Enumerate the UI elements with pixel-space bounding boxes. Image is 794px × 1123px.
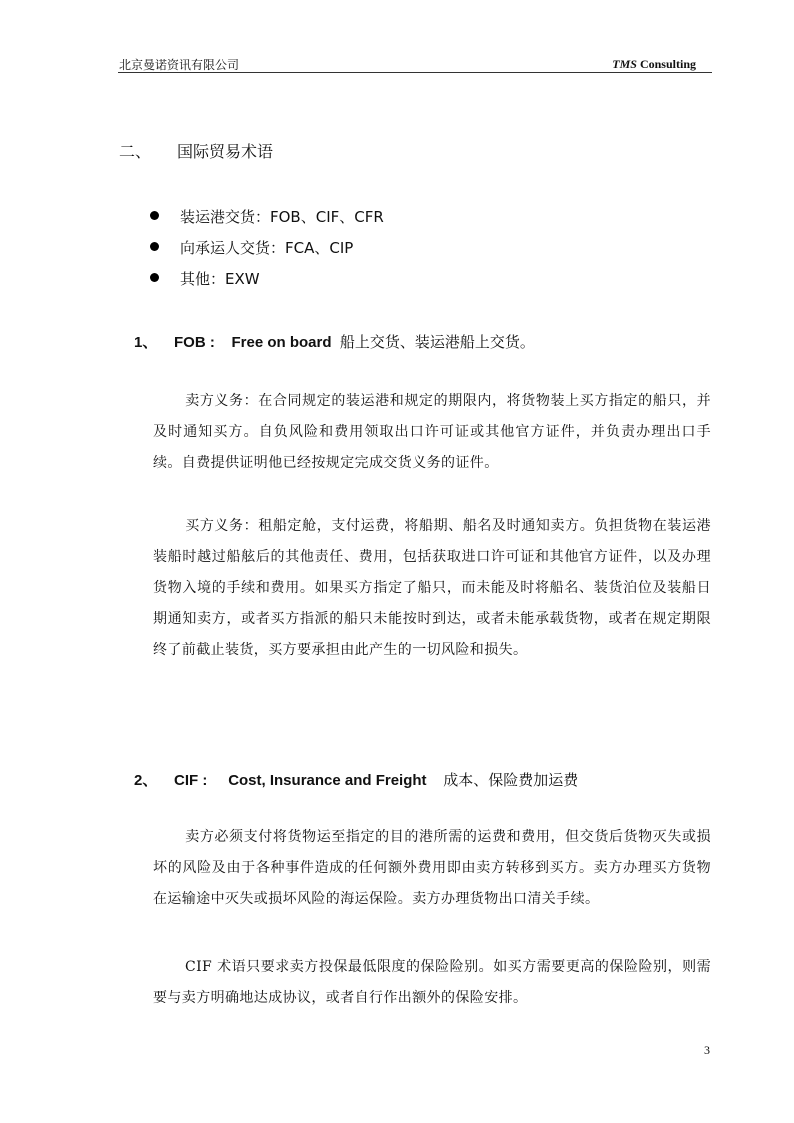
fob-code: FOB :: [174, 334, 215, 351]
bullet-text: 向承运人交货：FCA、CIP: [180, 239, 354, 257]
fob-chinese: 船上交货、装运港船上交货。: [339, 333, 535, 351]
cif-para1-text: 卖方必须支付将货物运至指定的目的港所需的运费和费用，但交货后货物灭失或损坏的风险及由于各种事件造成的任何额外费用即由卖方转移到买方。卖方办理买方货物在运输途中灭失或损坏风险的海运保险。卖方办理货物出口清关手续。: [153, 829, 711, 907]
header-brand-consulting: Consulting: [639, 57, 696, 71]
header-company: 北京曼诺资讯有限公司: [119, 58, 240, 72]
cif-paragraph-2: [153, 952, 711, 1014]
bullet-text: 装运港交货：FOB、CIF、CFR: [180, 208, 384, 226]
bullet-dot-icon: [150, 242, 159, 251]
cif-code: CIF :: [174, 772, 208, 789]
cif-paragraph-1: [153, 822, 711, 915]
header-brand-tms: TMS: [612, 57, 637, 71]
cif-number: 2、: [134, 772, 158, 789]
cif-para2-text: CIF 术语只要求卖方投保最低限度的保险险别。如买方需要更高的保险险别，则需要与卖方明确地达成协议，或者自行作出额外的保险安排。: [153, 959, 711, 1006]
section-title: 国际贸易术语: [177, 142, 274, 161]
fob-seller-text: 卖方义务：在合同规定的装运港和规定的期限内，将货物装上买方指定的船只，并及时通知买方。自负风险和费用领取出口许可证或其他官方证件，并负责办理出口手续。自费提供证明他已经按规定完成交货义务的证件。: [153, 393, 711, 471]
header-divider: [118, 72, 712, 73]
fob-english: Free on board: [231, 334, 332, 351]
fob-seller-obligations: [153, 386, 711, 479]
page-number: 3: [704, 1043, 710, 1057]
section-number: 二、: [119, 142, 152, 161]
cif-heading: [134, 769, 578, 790]
cif-chinese: 成本、保险费加运费: [443, 771, 579, 789]
bullet-dot-icon: [150, 211, 159, 220]
cif-english: Cost, Insurance and Freight: [228, 772, 427, 789]
fob-heading: [134, 331, 535, 352]
header-brand: [612, 57, 696, 72]
bullet-text: 其他：EXW: [180, 270, 260, 288]
fob-number: 1、: [134, 334, 158, 351]
fob-buyer-obligations: [153, 511, 711, 666]
fob-buyer-text: 买方义务：租船定舱，支付运费，将船期、船名及时通知卖方。负担货物在装运港装船时越过船舷后的其他责任、费用，包括获取进口许可证和其他官方证件，以及办理货物入境的手续和费用。如果买方指定了船只，而未能及时将船名、装货泊位及装船日期通知卖方，或者买方指派的船只未能按时到达，或者未能承载货物，或者在规定期限终了前截止装货，买方要承担由此产生的一切风险和损失。: [153, 518, 711, 658]
bullet-dot-icon: [150, 273, 159, 282]
